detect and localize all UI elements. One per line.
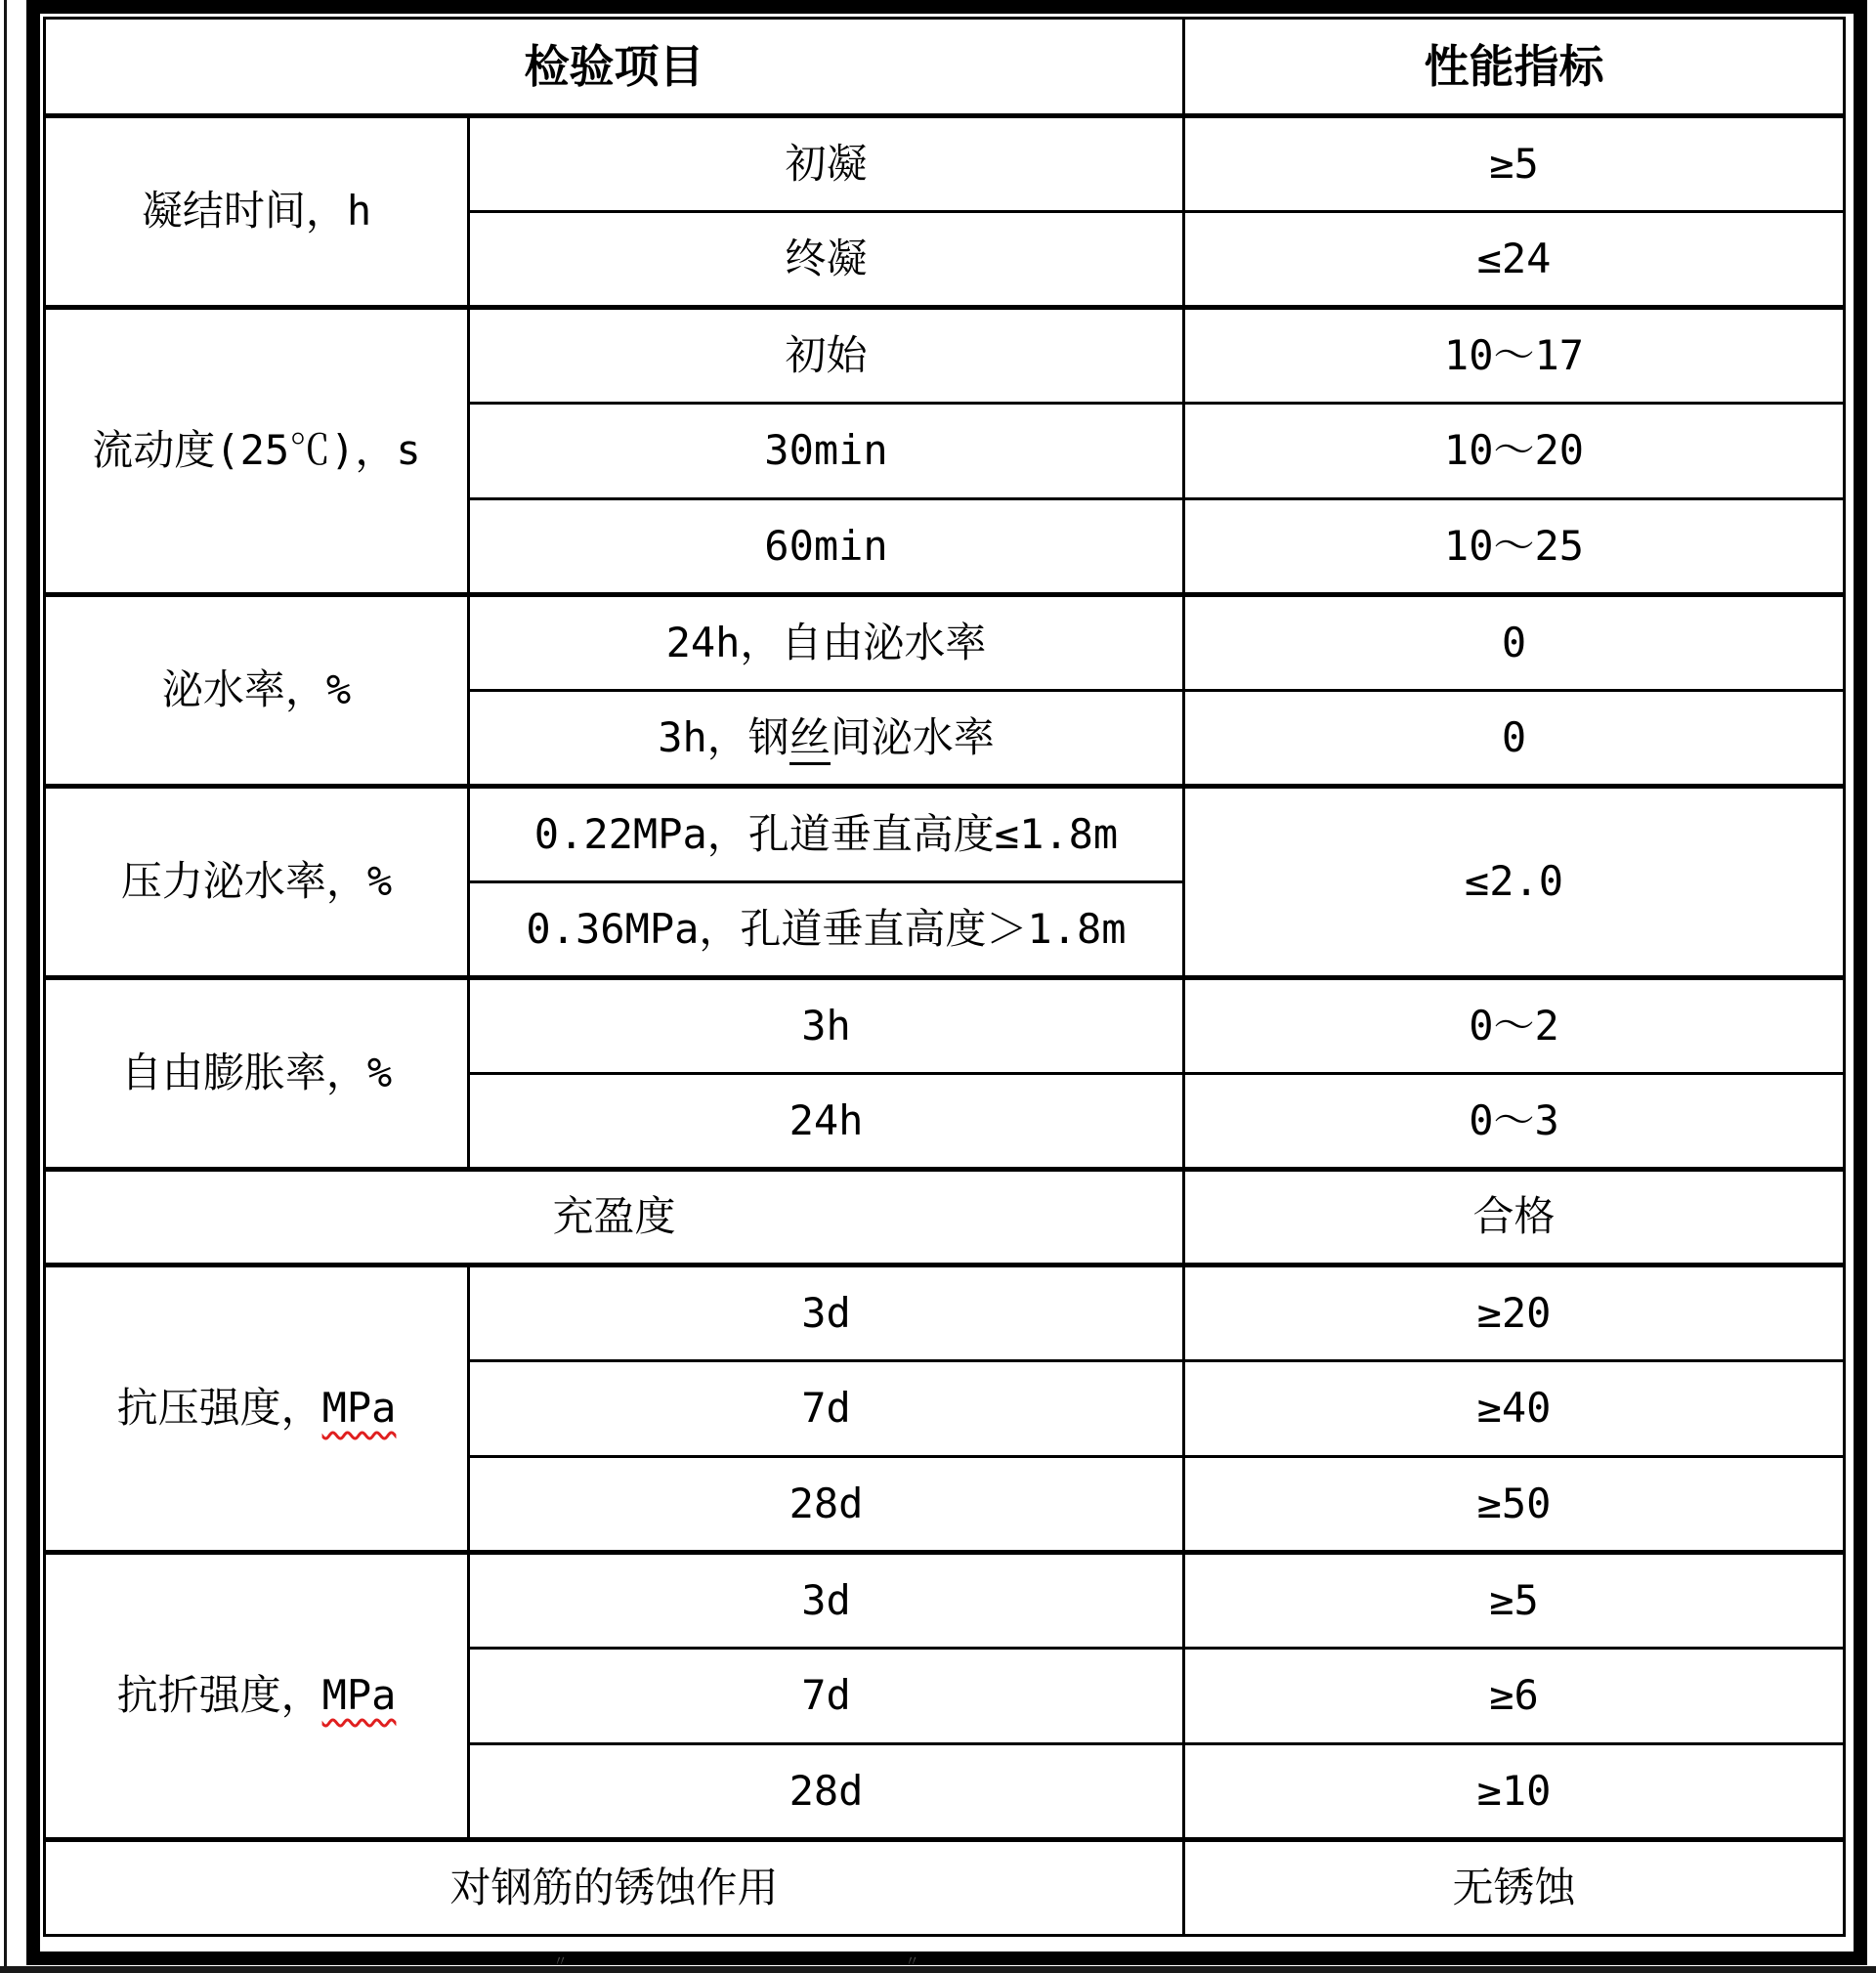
header-index: 性能指标 — [1184, 19, 1845, 116]
group-label-text: 抗折强度， — [116, 1671, 322, 1720]
row-value: ≥5 — [1184, 116, 1845, 212]
table-row — [45, 1840, 1845, 1936]
group-label-flexural-strength — [45, 1553, 469, 1840]
row-value: 0～3 — [1184, 1074, 1845, 1170]
row-value: 无锈蚀 — [1184, 1840, 1845, 1936]
row-item: 3h — [469, 978, 1184, 1074]
row-item: 初凝 — [469, 116, 1184, 212]
row-item: 24h，自由泌水率 — [469, 595, 1184, 691]
scan-speck: 〃 — [905, 1952, 920, 1970]
row-item: 7d — [469, 1361, 1184, 1457]
row-value: 10～20 — [1184, 404, 1845, 499]
row-value: ≥40 — [1184, 1361, 1845, 1457]
page-bottom-edge-line — [0, 1966, 1876, 1973]
group-label-free-expansion: 自由膨胀率，% — [45, 978, 469, 1170]
spellcheck-marked-unit: MPa — [321, 1384, 397, 1433]
spellcheck-marked-unit: MPa — [321, 1671, 397, 1720]
row-value: 合格 — [1184, 1170, 1845, 1265]
row-item: 30min — [469, 404, 1184, 499]
row-value: 0 — [1184, 691, 1845, 787]
row-item — [469, 691, 1184, 787]
table-row — [45, 595, 1845, 691]
row-value-merged: ≤2.0 — [1184, 787, 1845, 978]
group-label-setting-time: 凝结时间，h — [45, 116, 469, 308]
table-row — [45, 978, 1845, 1074]
row-value: 10～17 — [1184, 308, 1845, 404]
group-label-compressive-strength — [45, 1265, 469, 1553]
table-row — [45, 19, 1845, 116]
table-row — [45, 1553, 1845, 1649]
row-item: 28d — [469, 1457, 1184, 1553]
header-items: 检验项目 — [45, 19, 1184, 116]
row-item: 60min — [469, 499, 1184, 595]
row-label-corrosion: 对钢筋的锈蚀作用 — [45, 1840, 1184, 1936]
spec-table — [43, 17, 1846, 1937]
row-item: 28d — [469, 1744, 1184, 1840]
row-item: 7d — [469, 1649, 1184, 1744]
row-value: ≥50 — [1184, 1457, 1845, 1553]
table-row — [45, 308, 1845, 404]
table-row — [45, 116, 1845, 212]
table-row — [45, 1265, 1845, 1361]
row-label-fullness: 充盈度 — [45, 1170, 1184, 1265]
row-item: 终凝 — [469, 212, 1184, 308]
row-item: 初始 — [469, 308, 1184, 404]
row-item-text: 3h，钢 — [658, 712, 789, 761]
group-label-fluidity: 流动度(25℃)，s — [45, 308, 469, 595]
row-value: ≥5 — [1184, 1553, 1845, 1649]
row-value: 10～25 — [1184, 499, 1845, 595]
row-item: 3d — [469, 1553, 1184, 1649]
row-item-text: 间泌水率 — [830, 712, 995, 761]
scan-speck: 〃 — [553, 1952, 569, 1970]
underlined-char: 丝 — [789, 713, 831, 765]
group-label-bleeding-rate: 泌水率，% — [45, 595, 469, 787]
group-label-pressure-bleeding: 压力泌水率，% — [45, 787, 469, 978]
row-value: 0～2 — [1184, 978, 1845, 1074]
row-item: 24h — [469, 1074, 1184, 1170]
row-value: ≥10 — [1184, 1744, 1845, 1840]
row-value: ≥6 — [1184, 1649, 1845, 1744]
row-value: 0 — [1184, 595, 1845, 691]
row-item: 0.36MPa，孔道垂直高度＞1.8m — [469, 882, 1184, 978]
page-left-edge-line — [4, 0, 7, 1973]
row-value: ≤24 — [1184, 212, 1845, 308]
row-item: 0.22MPa，孔道垂直高度≤1.8m — [469, 787, 1184, 882]
row-item: 3d — [469, 1265, 1184, 1361]
table-row — [45, 787, 1845, 882]
table-row — [45, 1170, 1845, 1265]
row-value: ≥20 — [1184, 1265, 1845, 1361]
group-label-text: 抗压强度， — [116, 1384, 322, 1433]
